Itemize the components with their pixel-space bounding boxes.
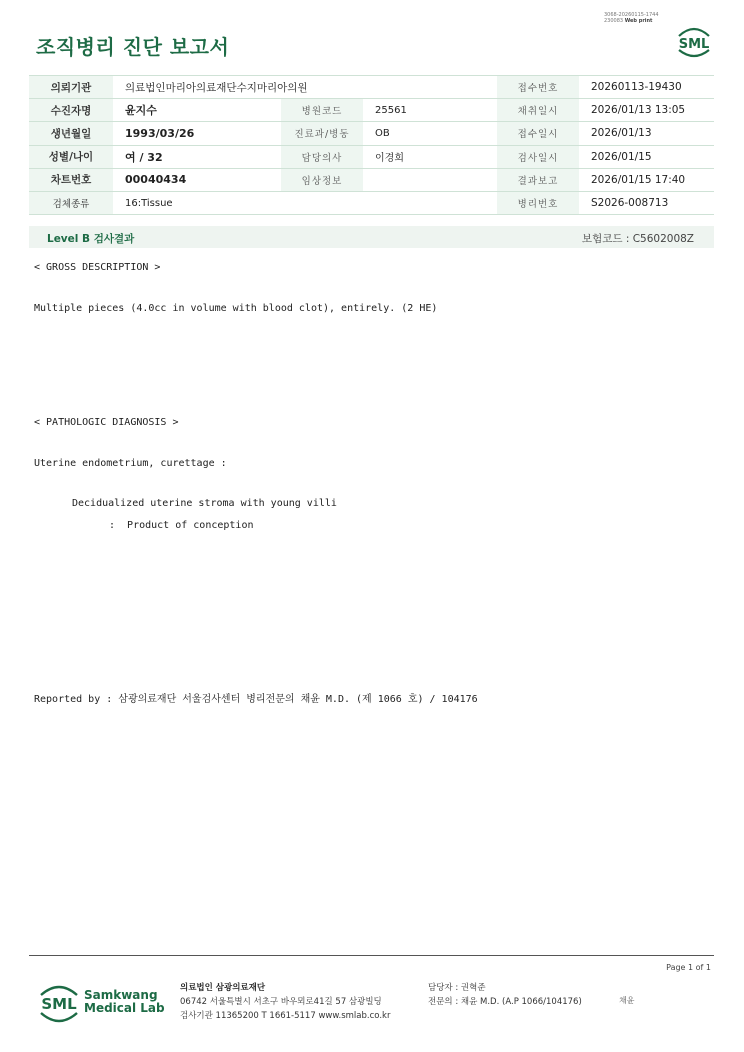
value-birth: 1993/03/26: [113, 122, 281, 145]
sml-logo-icon: [675, 24, 713, 64]
pathologic-diagnosis-header: < PATHOLOGIC DIAGNOSIS >: [34, 417, 179, 428]
brand-name: [84, 989, 165, 1015]
brand-line1: Samkwang: [84, 988, 158, 1002]
diagnosis-finding: Decidualized uterine stroma with young villi: [72, 498, 337, 509]
signature: 채윤: [619, 996, 635, 1005]
label-receipt-no: 접수번호: [497, 76, 579, 99]
diagnosis-site: Uterine endometrium, curettage :: [34, 458, 227, 469]
print-code: [604, 12, 659, 24]
specialist: 전문의 : 채윤 M.D. (A.P 1066/104176): [428, 997, 582, 1007]
value-sex-age: 여 / 32: [113, 145, 281, 168]
value-reported: 2026/01/15 17:40: [579, 168, 714, 191]
manager: 담당자 : 권혁준: [428, 983, 486, 993]
org-contact: 검사기관 11365200 T 1661-5117 www.smlab.co.kr: [180, 1011, 391, 1021]
label-path-no: 병리번호: [497, 191, 579, 214]
label-tested: 검사일시: [497, 145, 579, 168]
logo-text: SML: [678, 37, 710, 52]
label-collected: 채취일시: [497, 99, 579, 122]
gross-description-text: Multiple pieces (4.0cc in volume with blood clot), entirely. (2 HE): [34, 303, 438, 314]
info-row: [29, 76, 714, 99]
level-title: Level B 검사결과: [47, 233, 135, 245]
value-collected: 2026/01/13 13:05: [579, 99, 714, 122]
label-patient: 수진자명: [29, 99, 113, 122]
label-institution: 의뢰기관: [29, 76, 113, 99]
label-birth: 생년월일: [29, 122, 113, 145]
label-chart: 차트번호: [29, 168, 113, 191]
value-tested: 2026/01/15: [579, 145, 714, 168]
gross-description-header: < GROSS DESCRIPTION >: [34, 262, 161, 273]
value-clinical: [363, 168, 497, 191]
value-received: 2026/01/13: [579, 122, 714, 145]
info-row: [29, 99, 714, 122]
info-row: [29, 191, 714, 214]
level-bar: [29, 226, 714, 248]
sml-footer-logo-icon: [37, 981, 81, 1029]
value-institution: 의료법인마리아의료재단수지마리아의원: [113, 76, 497, 99]
patient-info-table: [29, 75, 714, 215]
org-address: 06742 서울특별시 서초구 바우뫼로41길 57 삼광빌딩: [180, 997, 382, 1007]
label-reported: 결과보고: [497, 168, 579, 191]
info-row: [29, 145, 714, 168]
insurance-code: 보험코드 : C5602008Z: [581, 233, 694, 245]
footer-divider: [29, 955, 714, 956]
value-chart: 00040434: [113, 168, 281, 191]
brand-line2: Medical Lab: [84, 1001, 165, 1015]
label-dept: 진료과/병동: [281, 122, 363, 145]
page-title: 조직병리 진단 보고서: [36, 35, 230, 59]
value-path-no: S2026-008713: [579, 191, 714, 214]
footer-organization: [180, 981, 390, 1023]
reported-by: Reported by : 삼광의료재단 서울검사센터 병리전문의 채윤 M.D. (제 1066 호) / 104176: [34, 694, 478, 705]
label-received: 접수일시: [497, 122, 579, 145]
label-sex-age: 성별/나이: [29, 145, 113, 168]
org-name: 의료법인 삼광의료재단: [180, 983, 266, 993]
label-hospital-code: 병원코드: [281, 99, 363, 122]
info-row: [29, 168, 714, 191]
value-specimen: 16:Tissue: [113, 191, 497, 214]
print-code-id: 230083: [604, 18, 624, 24]
value-hospital-code: 25561: [363, 99, 497, 122]
print-code-line1: 3068-20260115-1744: [604, 12, 659, 18]
label-clinical: 임상정보: [281, 168, 363, 191]
footer-logo-text: SML: [41, 995, 77, 1013]
web-print-label: Web print: [624, 18, 653, 24]
print-code-line2: [604, 18, 659, 24]
label-specimen: 검체종류: [29, 191, 113, 214]
diagnosis-conclusion: : Product of conception: [109, 520, 254, 531]
value-doctor: 이경희: [363, 145, 497, 168]
label-doctor: 담당의사: [281, 145, 363, 168]
value-dept: OB: [363, 122, 497, 145]
value-patient: 윤지수: [113, 99, 281, 122]
value-receipt-no: 20260113-19430: [579, 76, 714, 99]
page-number: Page 1 of 1: [666, 963, 711, 972]
footer-staff: [428, 981, 582, 1009]
info-row: [29, 122, 714, 145]
